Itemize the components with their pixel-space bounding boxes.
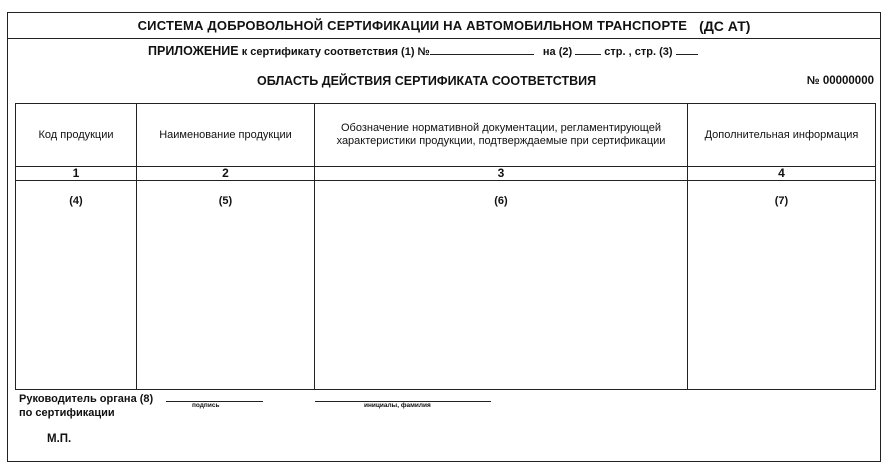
signature-label-line1: Руководитель органа (8) — [19, 393, 154, 405]
header-additional-info: Дополнительная информация — [688, 104, 876, 167]
page-count-blank — [575, 44, 601, 55]
form-code: (ДС АТ) — [699, 17, 751, 34]
header-product-name: Наименование продукции — [137, 104, 315, 167]
certificate-number: № 00000000 — [806, 75, 874, 87]
form-title: СИСТЕМА ДОБРОВОЛЬНОЙ СЕРТИФИКАЦИИ НА АВТОМОБИЛЬНОМ ТРАНСПОРТЕ — [137, 18, 688, 33]
column-number: 3 — [315, 167, 688, 181]
column-number-row — [16, 167, 876, 181]
signature-label — [19, 392, 153, 420]
table-body-row — [16, 181, 876, 390]
appendix-on-label: на (2) — [542, 46, 573, 58]
name-caption: инициалы, фамилия — [364, 402, 431, 409]
appendix-label: ПРИЛОЖЕНИЕ — [148, 44, 239, 58]
column-number: 2 — [137, 167, 315, 181]
stamp-place: М.П. — [47, 433, 72, 445]
form-header — [8, 13, 880, 39]
field-marker: (4) — [16, 181, 137, 390]
field-marker: (5) — [137, 181, 315, 390]
signature-caption: подпись — [192, 402, 220, 409]
scope-table — [15, 103, 876, 390]
table-header-row — [16, 104, 876, 167]
appendix-pages-label: стр. , стр. (3) — [604, 46, 673, 58]
scope-title: ОБЛАСТЬ ДЕЙСТВИЯ СЕРТИФИКАТА СООТВЕТСТВИЯ — [257, 74, 597, 88]
appendix-line — [148, 44, 698, 58]
header-product-code: Код продукции — [16, 104, 137, 167]
field-marker: (7) — [688, 181, 876, 390]
column-number: 1 — [16, 167, 137, 181]
signature-label-line2: по сертификации — [19, 407, 115, 419]
column-number: 4 — [688, 167, 876, 181]
header-normative-docs: Обозначение нормативной документации, регламентирующей характеристики продукции, подтверждаемые при сертификации — [315, 104, 688, 167]
page-number-blank — [676, 44, 698, 55]
field-marker: (6) — [315, 181, 688, 390]
appendix-text: к сертификату соответствия (1) № — [241, 46, 430, 58]
certificate-appendix-form — [7, 12, 881, 462]
certificate-number-blank — [430, 44, 534, 55]
